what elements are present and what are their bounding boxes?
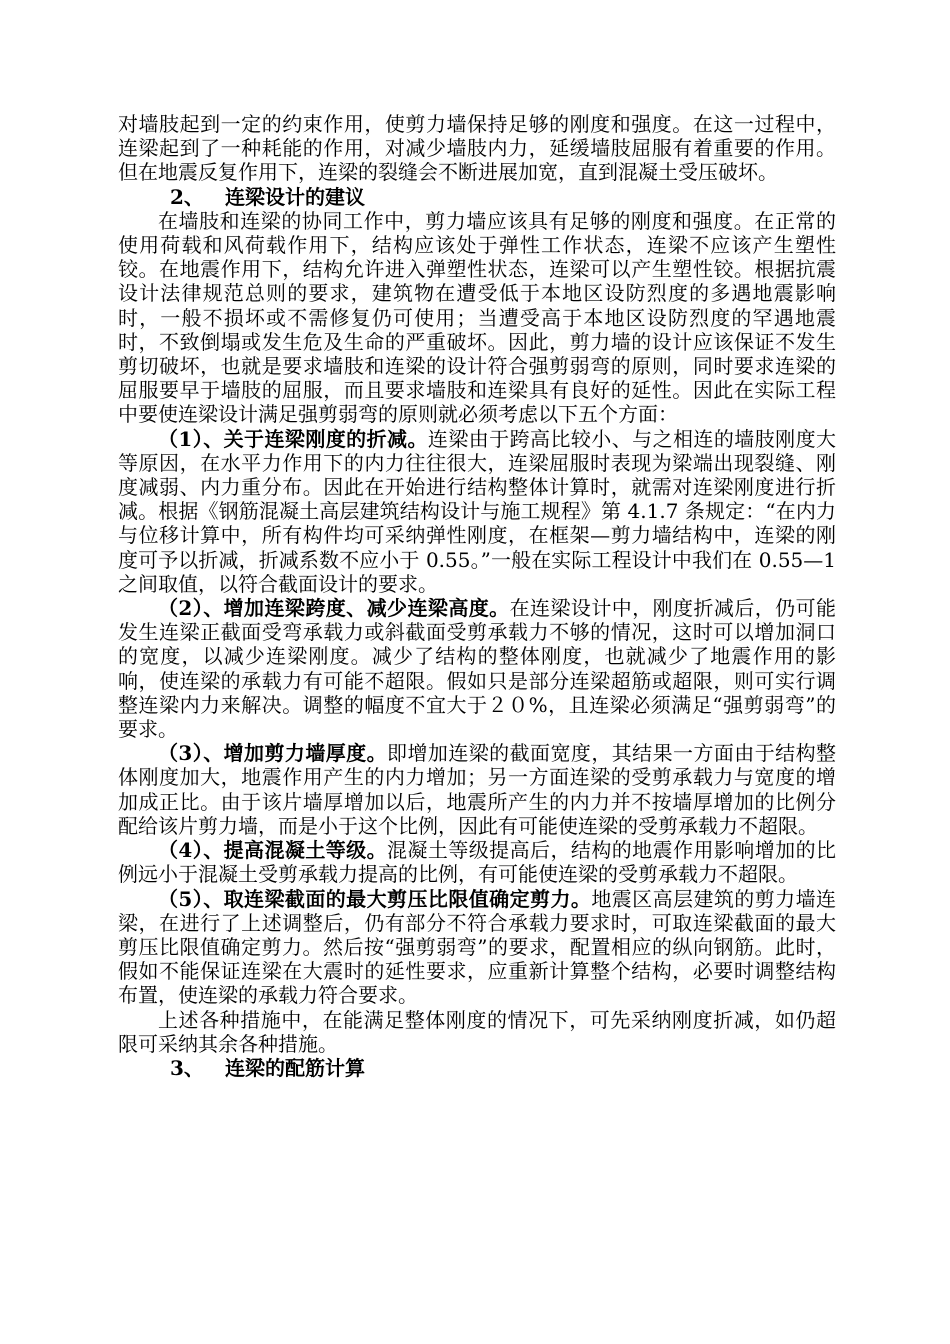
list-item-1 [118,427,836,596]
list-item-4 [118,838,836,886]
item-body: 即增加连梁的截面宽度，其结果一方面由于结构整体刚度加大，地震作用产生的内力增加；另一方面连梁的受剪承载力与宽度的增加成正比。由于该片墙厚增加以后，地震所产生的内力并不按墙厚增加的比例分配给该片剪力墙，而是小于这个比例，因此有可能使连梁的受剪承载力不超限。 [118,741,837,838]
section-heading-2 [118,185,836,209]
section-number: 3、 [170,1055,204,1080]
item-body: 混凝土等级提高后，结构的地震作用影响增加的比例远小于混凝土受剪承载力提高的比例，有可能使连梁的受剪承载力不超限。 [118,838,837,887]
paragraph-design-principles: 在墙肢和连梁的协同工作中，剪力墙应该具有足够的刚度和强度。在正常的使用荷载和风荷载作用下，结构应该处于弹性工作状态，连梁不应该产生塑性铰。在地震作用下，结构允许进入弹塑性状态，连梁可以产生塑性铰。根据抗震设计法律规范总则的要求，建筑物在遭受低于本地区设防烈度的多遇地震影响时，一般不损坏或不需修复仍可使用；当遭受高于本地区设防烈度的罕遇地震时，不致倒塌或发生危及生命的严重破坏。因此，剪力墙的设计应该保证不发生剪切破坏，也就是要求墙肢和连梁的设计符合强剪弱弯的原则，同时要求连梁的屈服要早于墙肢的屈服，而且要求墙肢和连梁具有良好的延性。因此在实际工程中要使连梁设计满足强剪弱弯的原则就必须考虑以下五个方面： [118,208,836,427]
section-title: 连梁设计的建议 [225,184,365,209]
section-number: 2、 [170,184,204,209]
item-lead: （3）、增加剪力墙厚度。 [158,741,388,766]
list-item-3 [118,741,836,838]
item-lead: （1）、关于连梁刚度的折减。 [158,426,428,451]
item-lead: （2）、增加连梁跨度、减少连梁高度。 [158,596,510,621]
paragraph-summary: 上述各种措施中，在能满足整体刚度的情况下，可先采纳刚度折减，如仍超限可采纳其余各种措施。 [118,1007,836,1056]
document-page [118,112,836,1080]
item-body: 连梁由于跨高比较小、与之相连的墙肢刚度大等原因，在水平力作用下的内力往往很大，连梁屈服时表现为梁端出现裂缝、刚度减弱、内力重分布。因此在开始进行结构整体计算时，就需对连梁刚度进行折减。根据《钢筋混凝土高层建筑结构设计与施工规程》第 4.1.7 条规定：“在内力与位移计算中，所有构件均可采纳弹性刚度，在框架—剪力墙结构中，连梁的刚度可予以折减，折减系数不应小于 0.55。”一般在实际工程设计中我们在 0.55—1 之间取值，以符合截面设计的要求。 [118,426,836,596]
list-item-5 [118,887,836,1008]
section-heading-3 [118,1056,836,1080]
section-title: 连梁的配筋计算 [225,1055,365,1080]
item-body: 地震区高层建筑的剪力墙连梁，在进行了上述调整后，仍有部分不符合承载力要求时，可取连梁截面的最大剪压比限值确定剪力。然后按“强剪弱弯”的要求，配置相应的纵向钢筋。此时，假如不能保证连梁在大震时的延性要求，应重新计算整个结构，必要时调整结构布置，使连梁的承载力符合要求。 [118,886,837,1008]
paragraph-intro: 对墙肢起到一定的约束作用，使剪力墙保持足够的刚度和强度。在这一过程中，连梁起到了一种耗能的作用，对减少墙肢内力，延缓墙肢屈服有着重要的作用。但在地震反复作用下，连梁的裂缝会不断进展加宽，直到混凝土受压破坏。 [118,112,836,185]
item-lead: （4）、提高混凝土等级。 [158,838,388,863]
list-item-2 [118,596,836,741]
item-lead: （5）、取连梁截面的最大剪压比限值确定剪力。 [158,886,592,911]
item-body: 在连梁设计中，刚度折减后，仍可能发生连梁正截面受弯承载力或斜截面受剪承载力不够的情况，这时可以增加洞口的宽度，以减少连梁刚度。减少了结构的整体刚度，也就减少了地震作用的影响，使连梁的承载力有可能不超限。假如只是部分连梁超筋或超限，则可实行调整连梁内力来解决。调整的幅度不宜大于２０%，且连梁必须满足“强剪弱弯”的要求。 [118,596,837,742]
